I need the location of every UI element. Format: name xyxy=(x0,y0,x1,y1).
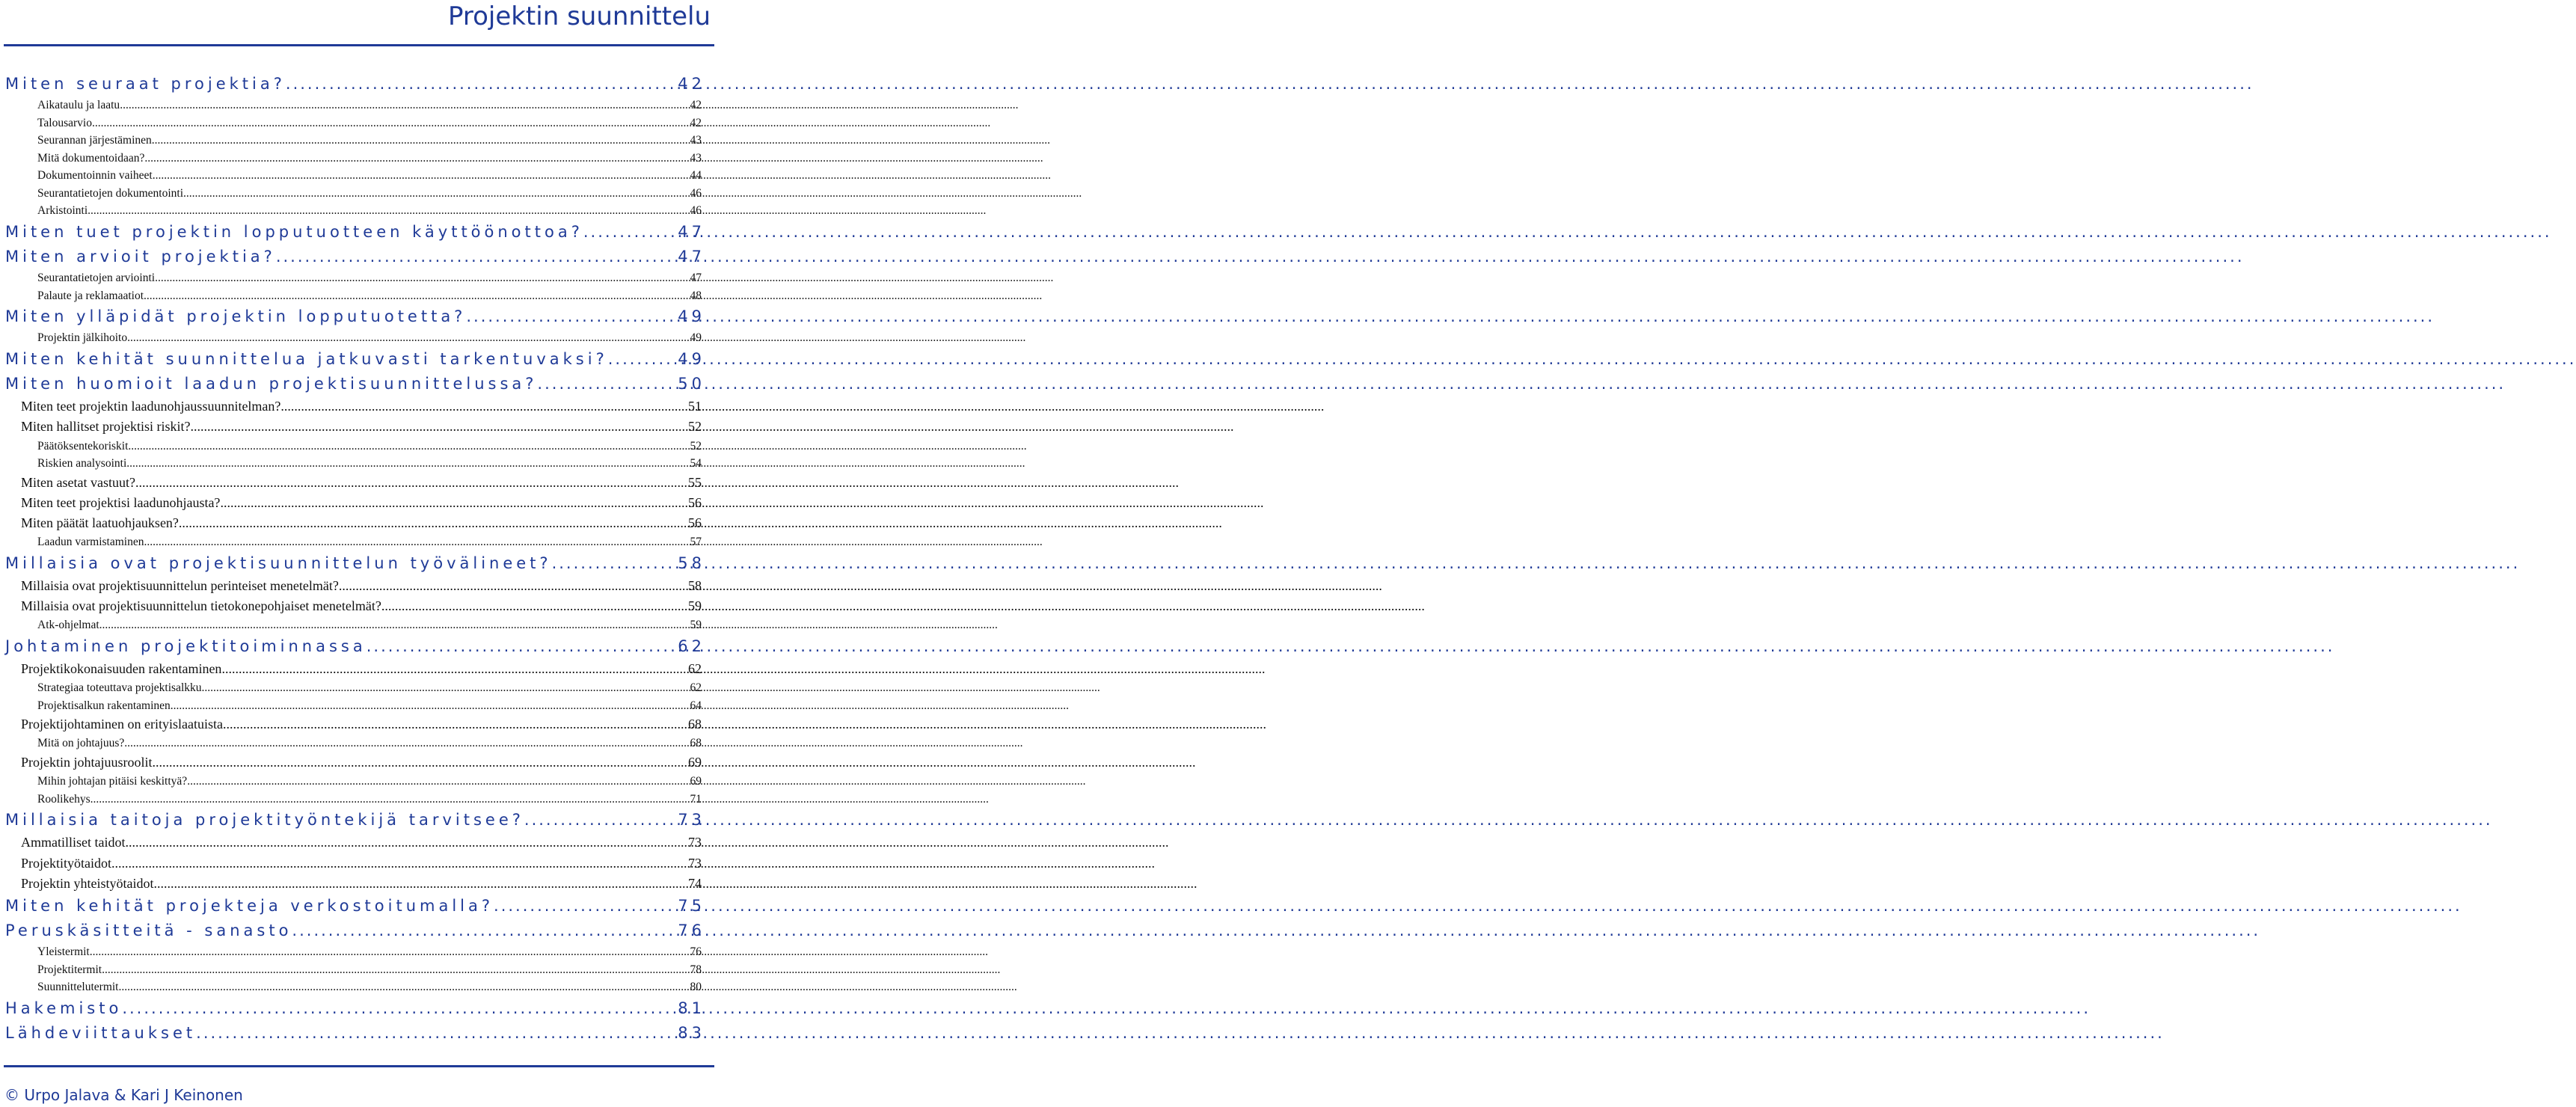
toc-dot-leader xyxy=(155,269,690,286)
toc-entry-title: Millaisia ovat projektisuunnittelun perinteiset menetelmät? xyxy=(21,577,339,593)
toc-page-number: 42 xyxy=(690,116,702,129)
toc-dot-leader xyxy=(92,114,690,132)
toc-dot-leader xyxy=(339,576,688,596)
toc-entry-title: Ammatilliset taidot xyxy=(21,835,126,850)
toc-chapter-entry[interactable] xyxy=(5,551,705,576)
toc-section-entry[interactable] xyxy=(21,832,702,853)
toc-entry-title: Suunnittelutermit xyxy=(37,981,119,994)
toc-page-number: 47 xyxy=(690,272,702,285)
toc-page-number: 48 xyxy=(690,289,702,302)
toc-section-entry[interactable] xyxy=(37,150,702,167)
toc-page-number: 43 xyxy=(690,151,702,165)
toc-entry-title: Hakemisto xyxy=(5,999,123,1017)
toc-entry-title: Projektin jälkihoito xyxy=(37,331,128,345)
toc-dot-leader xyxy=(119,978,690,996)
toc-dot-leader xyxy=(196,1021,678,1046)
toc-dot-leader xyxy=(276,245,678,269)
toc-dot-leader xyxy=(608,347,678,372)
toc-chapter-entry[interactable] xyxy=(5,245,705,269)
toc-dot-leader xyxy=(153,752,689,773)
toc-page-number: 54 xyxy=(690,457,702,470)
toc-section-entry[interactable] xyxy=(37,679,702,696)
toc-entry-title: Päätöksentekoriskit xyxy=(37,439,129,453)
toc-page-number: 59 xyxy=(690,619,702,632)
toc-page-number: 83 xyxy=(678,1024,705,1042)
toc-page-number: 55 xyxy=(688,474,702,490)
toc-page-number: 62 xyxy=(688,661,702,676)
toc-section-entry[interactable] xyxy=(21,473,702,493)
toc-page-number: 68 xyxy=(688,717,702,732)
toc-section-entry[interactable] xyxy=(37,697,702,714)
toc-section-entry[interactable] xyxy=(37,455,702,472)
toc-dot-leader xyxy=(88,202,690,219)
toc-entry-title: Riskien analysointi xyxy=(37,457,127,470)
toc-section-entry[interactable] xyxy=(37,167,702,184)
toc-page-number: 69 xyxy=(688,754,702,770)
toc-page-number: 49 xyxy=(678,349,705,368)
toc-chapter-entry[interactable] xyxy=(5,894,705,919)
toc-section-entry[interactable] xyxy=(37,943,702,960)
toc-page-number: 62 xyxy=(678,637,705,655)
toc-entry-title: Mihin johtajan pitäisi keskittyä? xyxy=(37,775,188,788)
toc-page-number: 76 xyxy=(678,922,705,940)
toc-entry-title: Miten kehität suunnittelua jatkuvasti tarkentuvaksi? xyxy=(5,349,608,368)
toc-page-number: 58 xyxy=(678,554,705,572)
toc-section-entry[interactable] xyxy=(37,773,702,790)
toc-section-entry[interactable] xyxy=(21,417,702,437)
toc-dot-leader xyxy=(91,791,690,808)
toc-entry-title: Mitä on johtajuus? xyxy=(37,737,125,750)
toc-entry-title: Laadun varmistaminen xyxy=(37,536,144,549)
toc-section-entry[interactable] xyxy=(37,791,702,808)
toc-page-number: 46 xyxy=(690,204,702,218)
toc-entry-title: Miten ylläpidät projektin lopputuotetta? xyxy=(5,307,467,326)
toc-dot-leader xyxy=(122,996,678,1021)
toc-section-entry[interactable] xyxy=(37,202,702,219)
toc-dot-leader xyxy=(90,943,690,960)
toc-section-entry[interactable] xyxy=(37,287,702,304)
toc-section-entry[interactable] xyxy=(37,978,702,996)
toc-page-number: 52 xyxy=(690,439,702,453)
toc-chapter-entry[interactable] xyxy=(5,996,705,1021)
toc-dot-leader xyxy=(367,634,678,659)
toc-page-number: 74 xyxy=(688,875,702,891)
toc-entry-title: Arkistointi xyxy=(37,204,88,218)
toc-entry-title: Projektityötaidot xyxy=(21,855,111,871)
toc-page-number: 51 xyxy=(688,399,702,414)
toc-page-number: 43 xyxy=(690,134,702,147)
toc-dot-leader xyxy=(381,596,688,616)
toc-entry-title: Talousarvio xyxy=(37,116,92,129)
toc-page-number: 56 xyxy=(688,494,702,510)
toc-page-number: 50 xyxy=(678,375,705,393)
toc-page-number: 47 xyxy=(678,222,705,241)
toc-dot-leader xyxy=(128,438,690,455)
toc-entry-title: Miten teet projektisi laadunohjausta? xyxy=(21,494,221,510)
toc-dot-leader xyxy=(126,455,690,472)
toc-section-entry[interactable] xyxy=(37,329,702,346)
toc-section-entry[interactable] xyxy=(21,752,702,773)
toc-dot-leader xyxy=(537,372,678,396)
toc-dot-leader xyxy=(171,697,690,714)
toc-entry-title: Projektin yhteistyötaidot xyxy=(21,875,154,891)
toc-dot-leader xyxy=(153,167,690,184)
toc-page-number: 62 xyxy=(690,681,702,695)
toc-chapter-entry[interactable] xyxy=(5,304,705,329)
toc-page-number: 42 xyxy=(678,75,705,93)
toc-dot-leader xyxy=(552,551,678,576)
toc-entry-title: Projektijohtaminen on erityislaatuista xyxy=(21,717,223,732)
toc-entry-title: Miten asetat vastuut? xyxy=(21,474,135,490)
toc-dot-leader xyxy=(220,493,688,513)
toc-entry-title: Seurannan järjestäminen xyxy=(37,134,152,147)
toc-section-entry[interactable] xyxy=(37,533,702,551)
toc-entry-title: Mitä dokumentoidaan? xyxy=(37,151,145,165)
toc-section-entry[interactable] xyxy=(21,493,702,513)
toc-dot-leader xyxy=(144,150,690,167)
toc-page-number: 73 xyxy=(688,835,702,850)
toc-page-number: 81 xyxy=(678,999,705,1017)
toc-entry-title: Millaisia ovat projektisuunnittelun tietokonepohjaiset menetelmät? xyxy=(21,598,381,614)
toc-dot-leader xyxy=(221,659,688,679)
toc-page-number: 73 xyxy=(678,811,705,830)
toc-entry-title: Millaisia taitoja projektityöntekijä tarvitsee? xyxy=(5,811,524,830)
toc-section-entry[interactable] xyxy=(37,96,702,114)
toc-page-number: 52 xyxy=(688,419,702,435)
footer-copyright: © Urpo Jalava & Kari J Keinonen xyxy=(4,1086,243,1104)
toc-dot-leader xyxy=(494,894,678,919)
toc-page-number: 44 xyxy=(690,169,702,183)
toc-dot-leader xyxy=(183,185,690,202)
toc-dot-leader xyxy=(466,304,678,329)
toc-section-entry[interactable] xyxy=(21,714,702,735)
toc-dot-leader xyxy=(154,874,689,894)
toc-page-number: 57 xyxy=(690,536,702,549)
toc-page-number: 80 xyxy=(690,981,702,994)
toc-entry-title: Projektitermit xyxy=(37,963,102,976)
toc-dot-leader xyxy=(286,72,678,96)
toc-dot-leader xyxy=(202,679,690,696)
toc-section-entry[interactable] xyxy=(37,961,702,978)
toc-chapter-entry[interactable] xyxy=(5,1021,705,1046)
toc-dot-leader xyxy=(99,616,690,634)
toc-page-number: 76 xyxy=(690,945,702,959)
toc-entry-title: Seurantatietojen arviointi xyxy=(37,272,156,285)
toc-dot-leader xyxy=(179,513,688,533)
toc-entry-title: Miten seuraat projektia? xyxy=(5,75,286,93)
toc-chapter-entry[interactable] xyxy=(5,72,705,96)
toc-dot-leader xyxy=(524,808,678,832)
toc-section-entry[interactable] xyxy=(21,596,702,616)
title-divider xyxy=(4,44,714,46)
toc-dot-leader xyxy=(120,96,690,114)
toc-dot-leader xyxy=(583,220,678,245)
toc-chapter-entry[interactable] xyxy=(5,220,705,245)
toc-entry-title: Lähdeviittaukset xyxy=(5,1024,197,1042)
toc-chapter-entry[interactable] xyxy=(5,372,705,396)
toc-entry-title: Yleistermit xyxy=(37,945,90,959)
toc-entry-title: Miten teet projektin laadunohjaussuunnitelman? xyxy=(21,399,281,414)
toc-section-entry[interactable] xyxy=(21,853,702,874)
toc-dot-leader xyxy=(223,714,688,735)
toc-section-entry[interactable] xyxy=(37,616,702,634)
toc-dot-leader xyxy=(280,396,688,417)
toc-page-number: 42 xyxy=(690,99,702,112)
toc-dot-leader xyxy=(187,773,690,790)
toc-chapter-entry[interactable] xyxy=(5,347,705,372)
toc-dot-leader xyxy=(190,417,688,437)
toc-dot-leader xyxy=(124,735,690,752)
toc-section-entry[interactable] xyxy=(21,874,702,894)
toc-page-number: 73 xyxy=(688,855,702,871)
toc-page-number: 71 xyxy=(690,792,702,806)
toc-page-number: 68 xyxy=(690,737,702,750)
toc-section-entry[interactable] xyxy=(37,269,702,286)
toc-page-number: 75 xyxy=(678,896,705,915)
toc-page-number: 49 xyxy=(678,307,705,326)
toc-section-entry[interactable] xyxy=(21,659,702,679)
toc-entry-title: Palaute ja reklamaatiot xyxy=(37,289,144,302)
toc-entry-title: Atk-ohjelmat xyxy=(37,619,99,632)
toc-entry-title: Miten tuet projektin lopputuotteen käyttöönottoa? xyxy=(5,222,583,241)
toc-entry-title: Strategiaa toteuttava projektisalkku xyxy=(37,681,202,695)
toc-entry-title: Peruskäsitteitä - sanasto xyxy=(5,922,292,940)
toc-page-number: 69 xyxy=(690,775,702,788)
toc-entry-title: Johtaminen projektitoiminnassa xyxy=(5,637,367,655)
toc-section-entry[interactable] xyxy=(21,513,702,533)
toc-entry-title: Aikataulu ja laatu xyxy=(37,99,120,112)
toc-section-entry[interactable] xyxy=(37,132,702,149)
toc-dot-leader xyxy=(127,329,690,346)
toc-entry-title: Millaisia ovat projektisuunnittelun työvälineet? xyxy=(5,554,552,572)
toc-dot-leader xyxy=(102,961,690,978)
toc-dot-leader xyxy=(144,533,690,551)
toc-section-entry[interactable] xyxy=(37,114,702,132)
toc-section-entry[interactable] xyxy=(37,735,702,752)
toc-section-entry[interactable] xyxy=(37,438,702,455)
toc-chapter-entry[interactable] xyxy=(5,634,705,659)
toc-page-number: 64 xyxy=(690,699,702,712)
toc-dot-leader xyxy=(152,132,690,149)
toc-page-number: 49 xyxy=(690,331,702,345)
toc-section-entry[interactable] xyxy=(37,185,702,202)
toc-entry-title: Miten kehität projekteja verkostoitumalla? xyxy=(5,896,494,915)
toc-section-entry[interactable] xyxy=(21,576,702,596)
toc-page-number: 59 xyxy=(688,598,702,614)
toc-entry-title: Dokumentoinnin vaiheet xyxy=(37,169,153,183)
toc-dot-leader xyxy=(144,287,690,304)
toc-entry-title: Projektikokonaisuuden rakentaminen xyxy=(21,661,222,676)
toc-page-number: 47 xyxy=(678,247,705,266)
toc-entry-title: Seurantatietojen dokumentointi xyxy=(37,186,183,200)
toc-dot-leader xyxy=(125,832,688,853)
toc-entry-title: Miten huomioit laadun projektisuunnittelussa? xyxy=(5,375,538,393)
toc-page-number: 46 xyxy=(690,186,702,200)
toc-entry-title: Miten arvioit projektia? xyxy=(5,247,276,266)
toc-section-entry[interactable] xyxy=(21,396,702,417)
toc-page-number: 78 xyxy=(690,963,702,976)
toc-dot-leader xyxy=(292,919,678,943)
toc-chapter-entry[interactable] xyxy=(5,808,705,832)
toc-entry-title: Roolikehys xyxy=(37,792,91,806)
toc-entry-title: Projektin johtajuusroolit xyxy=(21,754,153,770)
toc-dot-leader xyxy=(135,473,688,493)
toc-entry-title: Projektisalkun rakentaminen xyxy=(37,699,171,712)
toc-page-number: 56 xyxy=(688,515,702,530)
page-title: Projektin suunnittelu xyxy=(447,1,711,31)
toc-chapter-entry[interactable] xyxy=(5,919,705,943)
toc-entry-title: Miten päätät laatuohjauksen? xyxy=(21,515,179,530)
toc-entry-title: Miten hallitset projektisi riskit? xyxy=(21,419,191,435)
toc-dot-leader xyxy=(111,853,688,874)
toc-page-number: 58 xyxy=(688,577,702,593)
footer-divider xyxy=(4,1065,714,1067)
